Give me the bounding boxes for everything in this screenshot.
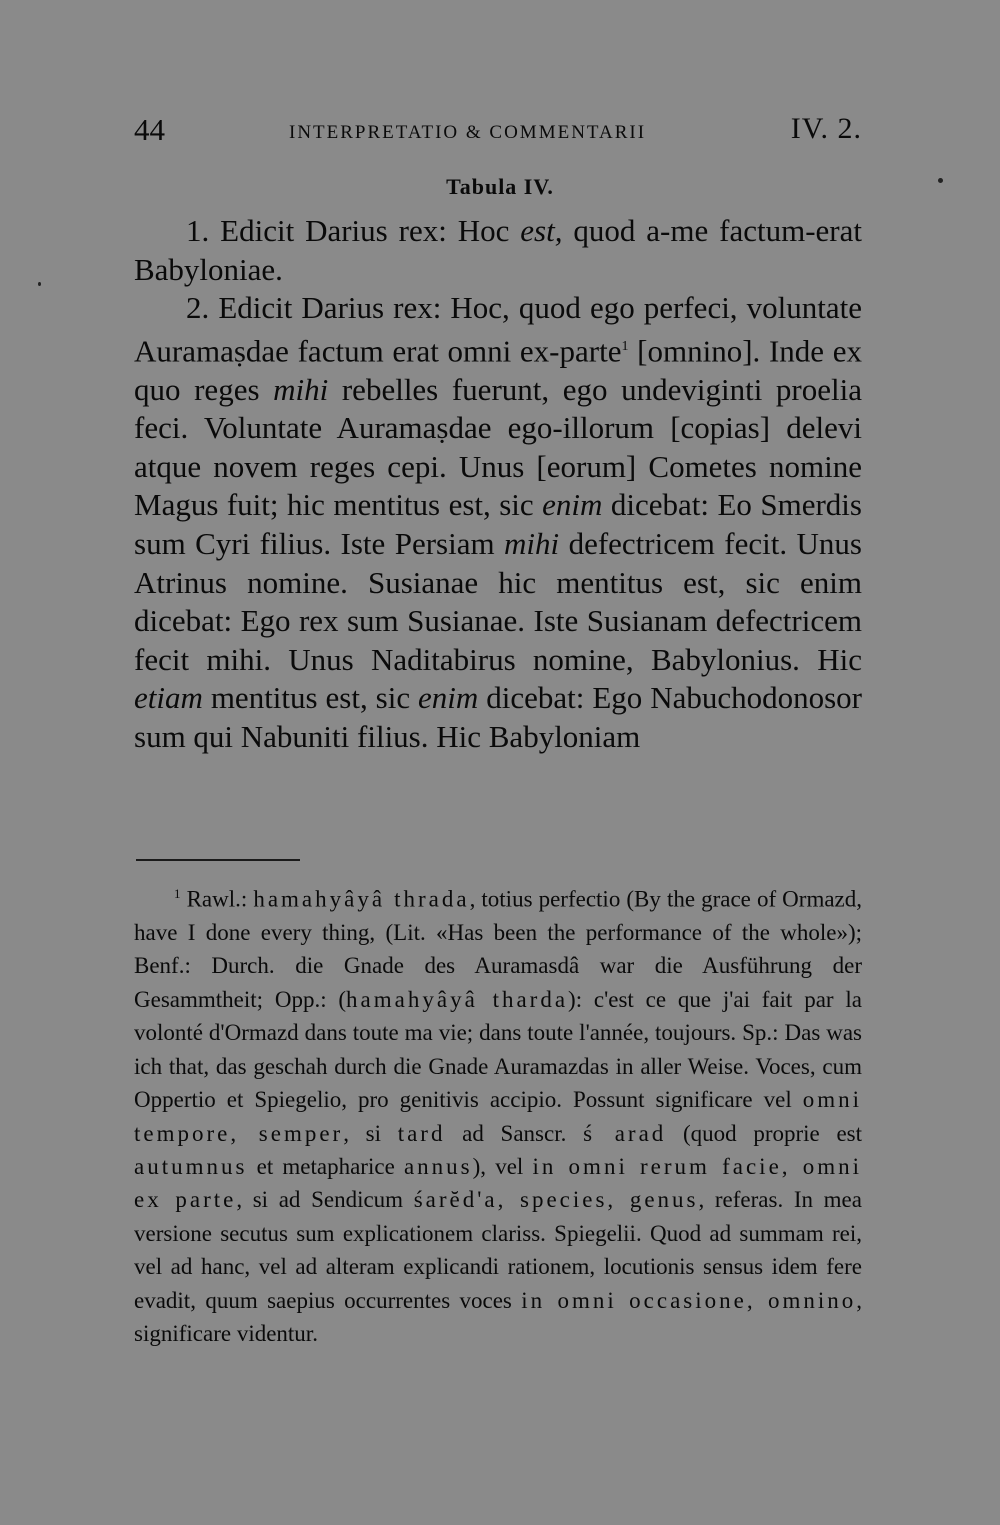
- tabula-heading: Tabula IV.: [446, 174, 554, 199]
- running-head: [134, 112, 862, 156]
- fn-text-6: (quod proprie est: [666, 1120, 862, 1146]
- p2-emphasis-i: etiam: [134, 680, 203, 716]
- fn-text-10: , referas. In mea versione secutus sum explicationem clariss. Spiegelii. Quod ad summam rei, vel ad hanc, vel ad alteram explicandi rationem, locutionis sensus idem fere evadit, quum saepius occurrentes voces: [134, 1187, 862, 1313]
- p2-text-a: 2. Edicit Darius rex: Hoc, quod ego perfeci, voluntate Auramaṣdae factum erat omni ex-parte: [134, 290, 862, 369]
- print-speck: [938, 178, 943, 183]
- fn-spaced-8: in omni rerum facie, omni ex parte: [134, 1153, 862, 1213]
- fn-text-9: , si ad Sendicum: [236, 1187, 414, 1213]
- fn-spaced-1: hamahyâyâ thrada: [253, 886, 470, 912]
- fn-text-2: , totius perfectio (By the grace of Ormazd, have I done every thing, (Lit. «Has been the performance of the whole»); Benf.: Durch. die Gnade des Auramasdâ war die Ausführung der Gesammtheit; Opp.: (: [134, 886, 862, 1012]
- fn-text-5: ad Sanscr.: [445, 1120, 584, 1146]
- page-number: 44: [134, 112, 165, 147]
- fn-spaced-5: ś arad: [583, 1120, 667, 1146]
- p2-text-h: defectricem fecit. Unus Atrinus nomine. Susianae hic mentitus est, sic enim dicebat: Ego rex sum Susianae. Iste Susianam defectricem fecit mihi. Unus Naditabirus nomine, Babylonius. Hic: [134, 526, 862, 677]
- fn-spaced-6: autumnus: [134, 1153, 248, 1179]
- fn-text-7: et metapharice: [247, 1153, 404, 1179]
- fn-text-1: Rawl.:: [180, 886, 254, 912]
- fn-spaced-2: hamahyâyâ tharda: [346, 986, 569, 1012]
- fn-text-4: , si: [343, 1120, 398, 1146]
- main-text: [134, 212, 862, 757]
- p2-emphasis-c: mihi: [273, 371, 329, 407]
- print-speck: [38, 282, 41, 286]
- fn-text-8: ), vel: [472, 1153, 533, 1179]
- p2-emphasis-k: enim: [418, 680, 479, 716]
- footnote-rule: [136, 859, 300, 861]
- p2-text-d: rebelles fuerunt, ego undeviginti proelia feci. Voluntate Auramaṣdae ego-illorum [copias] delevi atque novem reges cepi. Unus [eorum] Cometes nomine Magus fuit; hic mentitus est, sic: [134, 371, 862, 523]
- footnote-paragraph: [134, 877, 862, 1350]
- running-title: INTERPRETATIO & COMMENTARII: [289, 122, 647, 143]
- fn-spaced-9: śarĕd'a, species, genus: [413, 1187, 699, 1213]
- footnote: [134, 877, 862, 1350]
- p2-text-l: dicebat: Ego Nabuchodonosor sum qui Nabuniti filius. Hic Babyloniam: [134, 680, 862, 755]
- paragraph-1: [134, 212, 862, 289]
- p1-text-a: 1. Edicit Darius rex: Hoc: [186, 213, 521, 248]
- fn-spaced-10: in omni occasione, omnino: [521, 1287, 857, 1313]
- fn-spaced-7: annus: [403, 1153, 473, 1179]
- fn-spaced-4: tard: [397, 1120, 446, 1146]
- footnote-reference: 1: [621, 338, 629, 354]
- footnote-marker: 1: [174, 886, 181, 901]
- p1-text-c: quod a-me factum-erat Babyloniae.: [134, 213, 862, 287]
- fn-text-3: ): c'est ce que j'ai fait par la volonté d'Ormazd dans toute ma vie; dans toute l'année, toujours. Sp.: Das was ich that, das geschah durch die Gnade Auramazdas in aller Weise. Voces, cum Oppertio et Spiegelio, pro genitivis accipio. Possunt significare vel: [134, 986, 862, 1113]
- p2-text-j: mentitus est, sic: [202, 680, 419, 716]
- p2-text-b: [omnino]. Inde ex quo reges: [134, 333, 862, 407]
- fn-spaced-3: omni tempore, semper: [134, 1087, 862, 1146]
- p1-emphasis: est,: [520, 213, 563, 248]
- paragraph-2: [134, 289, 862, 756]
- section-number: IV. 2.: [790, 112, 862, 145]
- p2-emphasis-e: enim: [542, 487, 603, 523]
- p2-emphasis-g: mihi: [504, 526, 560, 562]
- p2-text-f: dicebat: Eo Smerdis sum Cyri filius. Iste Persiam: [134, 487, 862, 562]
- fn-text-11: , significare videntur.: [134, 1287, 862, 1346]
